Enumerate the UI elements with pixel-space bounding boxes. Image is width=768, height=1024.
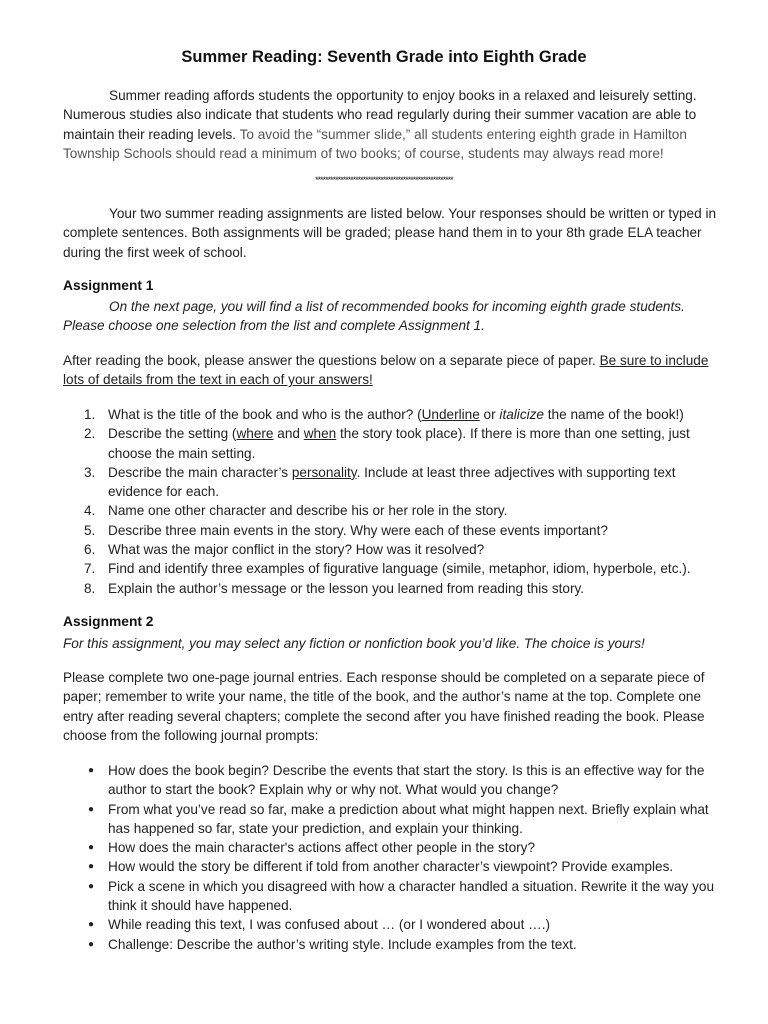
assignment-1-after-reading xyxy=(63,351,723,390)
question-text: Describe the setting ( xyxy=(108,426,237,442)
question-3 xyxy=(63,463,723,502)
bullet-icon: ● xyxy=(88,861,95,873)
question-text: or xyxy=(479,407,500,422)
assignment-2-journal-paragraph xyxy=(63,668,723,745)
bullet-icon: ● xyxy=(88,938,95,950)
question-number: 4. xyxy=(84,503,96,519)
bullet-icon: ● xyxy=(88,842,95,854)
list-item xyxy=(63,857,723,876)
bullet-icon: ● xyxy=(88,765,95,776)
prompt-text: From what you’ve read so far, make a prediction about what might happen next. Briefly explain what has happened so far, state your prediction, and explain your thinking. xyxy=(108,801,709,836)
question-underline: personality xyxy=(291,464,357,480)
question-text: and xyxy=(273,426,304,442)
question-text: What is the title of the book and who is the author? ( xyxy=(108,407,422,422)
assignments-intro-text: Your two summer reading assignments are listed below. Your responses should be written or typed in complete sentences. Both assignments will be graded; please hand them in to your 8th grade ELA teacher during the first week of school. xyxy=(63,206,717,260)
intro-text: Summer reading affords students the opportunity to enjoy books in a relaxed and leisurely setting. Numerous studies also indicate that students who read regularly during their summer vacation are able to maintain their reading levels. xyxy=(63,88,697,142)
question-italic: italicize xyxy=(499,407,544,422)
bullet-icon: ● xyxy=(88,919,95,931)
question-text: Find and identify three examples of figurative language (simile, metaphor, idiom, hyperbole, etc.). xyxy=(108,561,691,577)
assignment-1-instruction-text: On the next page, you will find a list of recommended books for incoming eighth grade students. Please choose one selection from the list and complete Assignment 1. xyxy=(63,299,685,334)
journal-prompts-list xyxy=(63,761,723,954)
assignment-1-instruction xyxy=(63,297,723,336)
after-reading-text: After reading the book, please answer the questions below on a separate piece of paper. xyxy=(63,353,600,368)
question-underline: where xyxy=(236,426,274,442)
page-title: Summer Reading: Seventh Grade into Eighth Grade xyxy=(181,48,587,66)
list-item xyxy=(63,915,723,934)
question-text: Name one other character and describe his or her role in the story. xyxy=(108,503,508,519)
question-number: 5. xyxy=(84,522,96,538)
prompt-text: Pick a scene in which you disagreed with how a character handled a situation. Rewrite it the way you think it should have happened. xyxy=(108,878,715,914)
question-2 xyxy=(63,424,723,463)
question-5 xyxy=(63,521,723,540)
intro-text-grey: To avoid the “summer slide,” all students entering eighth grade in Hamilton Township Schools should read a minimum of two books; of course, students may always read more! xyxy=(63,126,687,161)
intro-paragraph xyxy=(63,86,723,163)
question-number: 1. xyxy=(84,407,96,422)
after-reading-emphasis: Be sure to include lots of details from the text in each of your answers! xyxy=(63,353,709,388)
assignment-1-heading: Assignment 1 xyxy=(63,278,154,293)
list-item xyxy=(63,935,723,954)
question-1 xyxy=(63,405,723,424)
assignment-1-questions xyxy=(63,405,723,598)
prompt-text: While reading this text, I was confused about … (or I wondered about ….) xyxy=(108,917,551,933)
assignment-2-heading: Assignment 2 xyxy=(63,614,154,629)
question-8 xyxy=(63,579,723,598)
question-text: . Include at least three adjectives with supporting text evidence for each. xyxy=(108,464,676,500)
bullet-icon: ● xyxy=(88,880,95,892)
question-text: What was the major conflict in the story? How was it resolved? xyxy=(108,542,485,558)
prompt-text: How does the main character's actions affect other people in the story? xyxy=(108,840,536,856)
question-7 xyxy=(63,559,723,578)
bullet-icon: ● xyxy=(88,803,95,815)
list-item xyxy=(63,877,723,916)
assignment-2-instruction-text: For this assignment, you may select any fiction or nonfiction book you’d like. The choice is yours! xyxy=(63,636,645,651)
question-6 xyxy=(63,540,723,559)
question-underline: Underline xyxy=(421,407,480,422)
question-text: Describe three main events in the story. Why were each of these events important? xyxy=(108,522,608,538)
assignments-intro-paragraph xyxy=(63,204,723,262)
question-text: the story took place). If there is more than one setting, just choose the main setting. xyxy=(108,426,690,461)
question-text: Explain the author’s message or the lesson you learned from reading this story. xyxy=(108,580,585,596)
journal-text: Please complete two one-page journal entries. Each response should be completed on a separate piece of paper; remember to write your name, the title of the book, and the author’s name at the top. Complete one entry after reading several chapters; complete the second after you have finished reading the book. Please choose from the following journal prompts: xyxy=(63,670,705,743)
question-number: 3. xyxy=(84,464,96,480)
prompt-text: How would the story be different if told from another character’s viewpoint? Provide examples. xyxy=(108,859,674,875)
divider: ******************************************************* xyxy=(315,175,453,185)
question-number: 6. xyxy=(84,542,96,558)
question-underline: when xyxy=(303,426,337,442)
list-item xyxy=(63,838,723,857)
prompt-text: How does the book begin? Describe the events that start the story. Is this is an effective way for the author to start the book? Explain why or why not. What would you change? xyxy=(108,763,705,798)
question-text: the name of the book!) xyxy=(544,407,684,422)
list-item xyxy=(63,761,723,800)
question-number: 7. xyxy=(84,561,96,577)
question-number: 2. xyxy=(84,426,96,442)
question-4 xyxy=(63,501,723,520)
prompt-text: Challenge: Describe the author’s writing style. Include examples from the text. xyxy=(108,936,577,952)
assignment-2-instruction xyxy=(63,634,723,653)
list-item xyxy=(63,800,723,839)
question-number: 8. xyxy=(84,580,96,596)
question-text: Describe the main character’s xyxy=(108,464,292,480)
